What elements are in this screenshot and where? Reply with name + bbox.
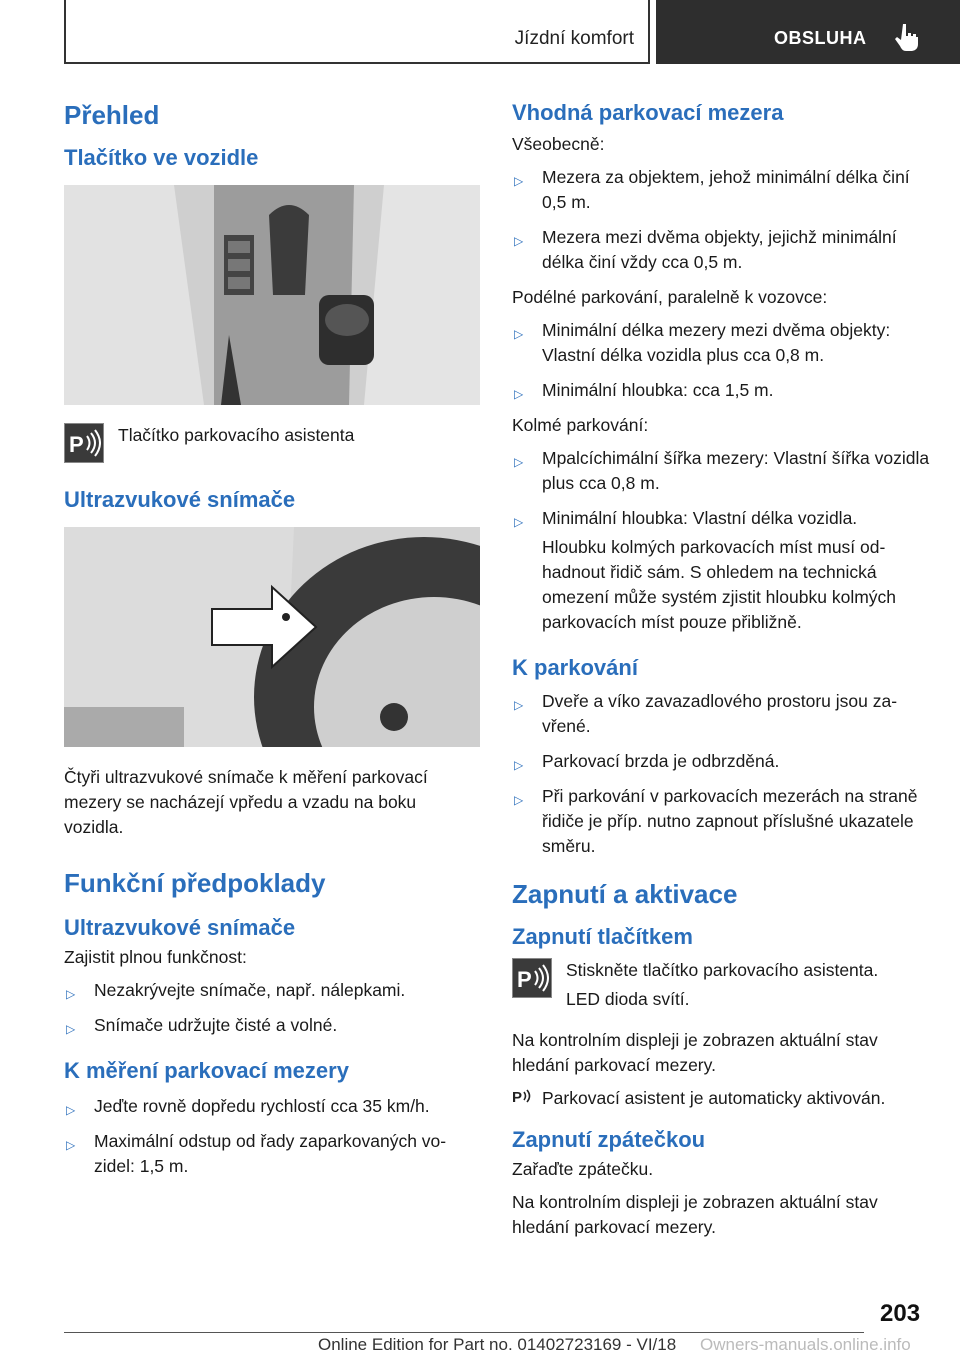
function-requirements-heading: Funkční předpoklady [64, 868, 326, 898]
header-tab [656, 0, 960, 64]
triangle-bullet-icon: ▷ [514, 515, 524, 529]
button-heading: Tlačítko ve vozidle [64, 145, 259, 170]
list-item: ▷ Mezera mezi dvěma objekty, jejichž minimální délka činí vždy cca 0,5 m. [514, 227, 897, 272]
list-item: ▷ Dveře a víko zavazadlového prostoru jsou za‐vřené. [514, 691, 898, 736]
sensor-photo [64, 527, 480, 747]
perpendicular-list [512, 446, 932, 531]
right-column [512, 100, 932, 1248]
function-sensors-subheading: Ultrazvukové snímače [64, 915, 296, 940]
triangle-bullet-icon: ▷ [514, 455, 524, 469]
triangle-bullet-icon: ▷ [514, 793, 524, 807]
triangle-bullet-icon: ▷ [514, 758, 524, 772]
perpendicular-note: Hloubku kolmých parkovacích míst musí od‐hadnout řidič sám. S ohledem na technická omezení může systém zjistit hloubku kolmých parkovacích míst pouze přibližně. [542, 537, 897, 632]
function-intro: Zajistit plnou funkčnost: [64, 947, 247, 967]
led-status: LED dioda svítí. [566, 989, 690, 1009]
triangle-bullet-icon: ▷ [514, 327, 524, 341]
list-item: ▷ Maximální odstup od řady zaparkovaných vo‐zidel: 1,5 m. [66, 1131, 447, 1176]
parking-assist-button-icon [512, 958, 552, 998]
list-item: ▷ Jeďte rovně dopředu rychlostí cca 35 km/h. [66, 1096, 430, 1117]
activation-heading: Zapnutí a aktivace [512, 879, 738, 909]
reverse-step: Zařaďte zpátečku. [512, 1159, 654, 1179]
header-section-title: Jízdní komfort [514, 28, 634, 49]
auto-active-row [512, 1086, 932, 1111]
list-item: ▷ Minimální hloubka: Vlastní délka vozidla. [514, 508, 858, 529]
list-item: ▷ Při parkování v parkovacích mezerách na straně řidiče je příp. nutno zapnout příslušné ukazatele směru. [514, 786, 918, 856]
triangle-bullet-icon: ▷ [514, 387, 524, 401]
sensors-heading: Ultrazvukové snímače [64, 487, 296, 512]
list-item: ▷ Snímače udržujte čisté a volné. [66, 1015, 338, 1036]
list-item: ▷ Minimální hloubka: cca 1,5 m. [514, 380, 774, 401]
list-item: ▷ Mpalcíchimální šířka mezery: Vlastní šířka vozidla plus cca 0,8 m. [514, 448, 930, 493]
button-activation-subheading: Zapnutí tlačítkem [512, 924, 693, 949]
triangle-bullet-icon: ▷ [66, 987, 76, 1001]
perpendicular-label: Kolmé parkování: [512, 415, 649, 435]
overview-heading: Přehled [64, 100, 160, 130]
list-item: ▷ Mezera za objektem, jehož minimální délka činí 0,5 m. [514, 167, 910, 212]
header-tab-label: OBSLUHA [774, 28, 867, 48]
parking-heading: K parkování [512, 655, 638, 680]
triangle-bullet-icon: ▷ [514, 174, 524, 188]
list-item: ▷ Minimální délka mezery mezi dvěma objekty: Vlastní délka vozidla plus cca 0,8 m. [514, 320, 891, 365]
button-caption: Tlačítko parkovacího asistenta [118, 425, 355, 445]
triangle-bullet-icon: ▷ [66, 1022, 76, 1036]
svg-text:P: P [512, 1089, 523, 1106]
footer-divider [64, 1332, 864, 1333]
button-caption-row [64, 423, 480, 463]
console-photo [64, 185, 480, 405]
parallel-list [512, 318, 932, 403]
parallel-label: Podélné parkování, paralelně k vozovce: [512, 287, 828, 307]
display-text-2: Na kontrolním displeji je zobrazen aktuální stav hledání parkovací mezery. [512, 1192, 878, 1237]
svg-text:P: P [517, 967, 532, 992]
list-item: ▷ Parkovací brzda je odbrzděná. [514, 751, 780, 772]
footer-watermark: Owners-manuals.online.info [700, 1335, 911, 1354]
reverse-activation-subheading: Zapnutí zpátečkou [512, 1127, 706, 1152]
measure-heading: K měření parkovací mezery [64, 1058, 349, 1083]
general-list [512, 165, 932, 275]
button-step-row [512, 958, 932, 1016]
function-list [64, 978, 480, 1038]
list-item: ▷ Nezakrývejte snímače, např. nálepkami. [66, 980, 406, 1001]
left-column [64, 100, 480, 1189]
general-label: Všeobecně: [512, 134, 605, 154]
button-step: Stiskněte tlačítko parkovacího asistenta. [566, 960, 879, 980]
svg-text:P: P [69, 432, 84, 457]
parking-space-heading: Vhodná parkovací mezera [512, 100, 784, 125]
page-number: 203 [880, 1300, 921, 1327]
triangle-bullet-icon: ▷ [514, 698, 524, 712]
triangle-bullet-icon: ▷ [514, 234, 524, 248]
sensors-caption: Čtyři ultrazvukové snímače k měření parkovací mezery se nacházejí vpředu a vzadu na boku vozidla. [64, 767, 428, 837]
parking-assist-button-icon [64, 423, 104, 463]
triangle-bullet-icon: ▷ [66, 1103, 76, 1117]
parking-list [512, 689, 932, 859]
display-text-1: Na kontrolním displeji je zobrazen aktuální stav hledání parkovací mezery. [512, 1030, 878, 1075]
footer-edition: Online Edition for Part no. 01402723169 - VI/18 [318, 1335, 677, 1354]
auto-active-text: Parkovací asistent je automaticky aktivován. [542, 1088, 886, 1108]
triangle-bullet-icon: ▷ [66, 1138, 76, 1152]
measure-list [64, 1094, 480, 1179]
parking-assist-symbol-icon [512, 1086, 534, 1108]
hand-pointer-icon [894, 22, 920, 52]
